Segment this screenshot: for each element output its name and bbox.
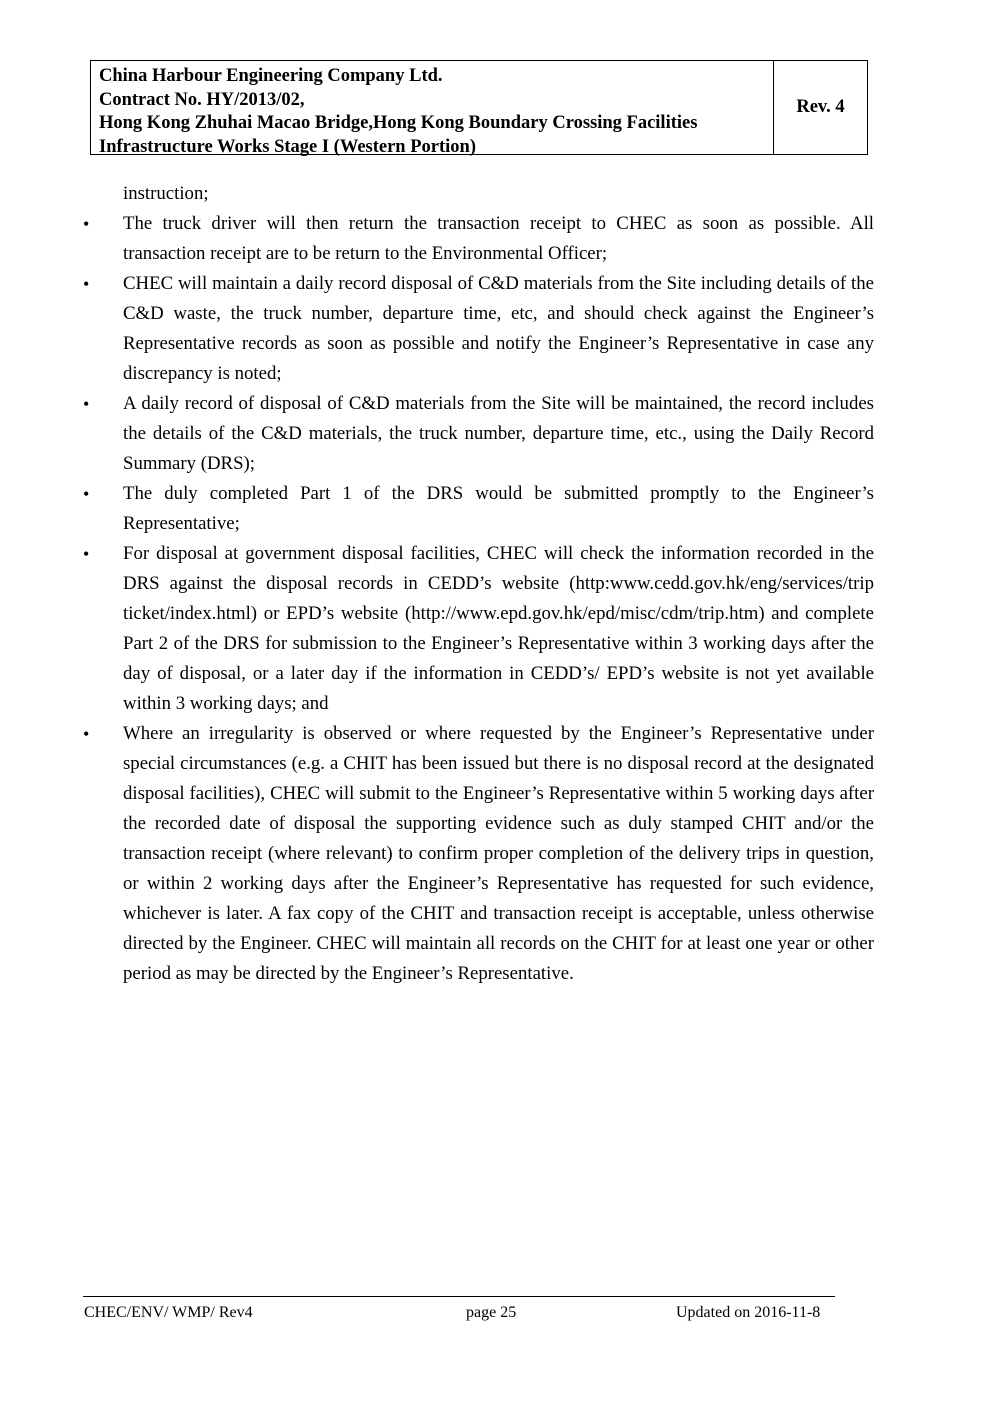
continuation-text: instruction; xyxy=(123,183,209,204)
list-item-text: For disposal at government disposal facilities, CHEC will check the information recorded in the DRS against the disposal records in CEDD’s website (http:www.cedd.gov.hk/eng/services/trip ticket/index.html) or EPD’s website (http://www.epd.gov.hk/epd/misc/cdm/trip.htm) and complete Part 2 of the DRS for submission to the Engineer’s Representative within 3 working days after the day of disposal, or a later day if the information in CEDD’s/ EPD’s website is not yet available within 3 working days; and xyxy=(123,543,874,714)
footer-updated-date: Updated on 2016-11-8 xyxy=(676,1304,821,1321)
header-stage: Infrastructure Works Stage I (Western Portion) xyxy=(99,136,476,157)
header-project: Hong Kong Zhuhai Macao Bridge,Hong Kong Boundary Crossing Facilities xyxy=(99,113,698,133)
header-title-cell xyxy=(91,61,774,157)
bullet-icon: • xyxy=(83,274,90,294)
list-item xyxy=(80,209,874,269)
list-item-text: The duly completed Part 1 of the DRS would be submitted promptly to the Engineer’s Representative; xyxy=(123,483,874,534)
header-table xyxy=(90,60,868,155)
footer-doc-code: CHEC/ENV/ WMP/ Rev4 xyxy=(84,1304,253,1321)
header-company: China Harbour Engineering Company Ltd. xyxy=(99,66,443,86)
bullet-icon: • xyxy=(83,394,90,414)
list-item xyxy=(80,269,874,389)
list-item xyxy=(80,389,874,479)
footer-divider xyxy=(83,1296,835,1297)
body-content xyxy=(80,179,874,989)
revision-label: Rev. 4 xyxy=(796,97,845,117)
bullet-icon: • xyxy=(83,214,90,234)
header-rev-cell xyxy=(774,61,867,154)
bullet-icon: • xyxy=(83,484,90,504)
list-item xyxy=(80,539,874,719)
list-item xyxy=(80,719,874,989)
bullet-icon: • xyxy=(83,544,90,564)
list-item-text: CHEC will maintain a daily record disposal of C&D materials from the Site including details of the C&D waste, the truck number, departure time, etc, and should check against the Engineer’s Representative records as soon as possible and notify the Engineer’s Representative in case any discrepancy is noted; xyxy=(123,273,874,384)
list-item xyxy=(80,479,874,539)
bullet-icon: • xyxy=(83,724,90,744)
list-item-text: The truck driver will then return the transaction receipt to CHEC as soon as possible. All transaction receipt are to be return to the Environmental Officer; xyxy=(123,213,874,264)
header-contract: Contract No. HY/2013/02, xyxy=(99,89,305,110)
list-item-text: Where an irregularity is observed or where requested by the Engineer’s Representative under special circumstances (e.g. a CHIT has been issued but there is no disposal record at the designated disposal facilities), CHEC will submit to the Engineer’s Representative within 5 working days after the recorded date of disposal the supporting evidence such as duly stamped CHIT and/or the transaction receipt (where relevant) to confirm proper completion of the delivery trips in question, or within 2 working days after the Engineer’s Representative has requested for such evidence, whichever is later. A fax copy of the CHIT and transaction receipt is acceptable, unless otherwise directed by the Engineer. CHEC will maintain all records on the CHIT for at least one year or other period as may be directed by the Engineer’s Representative. xyxy=(123,723,874,984)
list-item-text: A daily record of disposal of C&D materials from the Site will be maintained, the record includes the details of the C&D materials, the truck number, departure time, etc., using the Daily Record Summary (DRS); xyxy=(123,393,874,474)
footer-page-number: page 25 xyxy=(466,1304,517,1321)
